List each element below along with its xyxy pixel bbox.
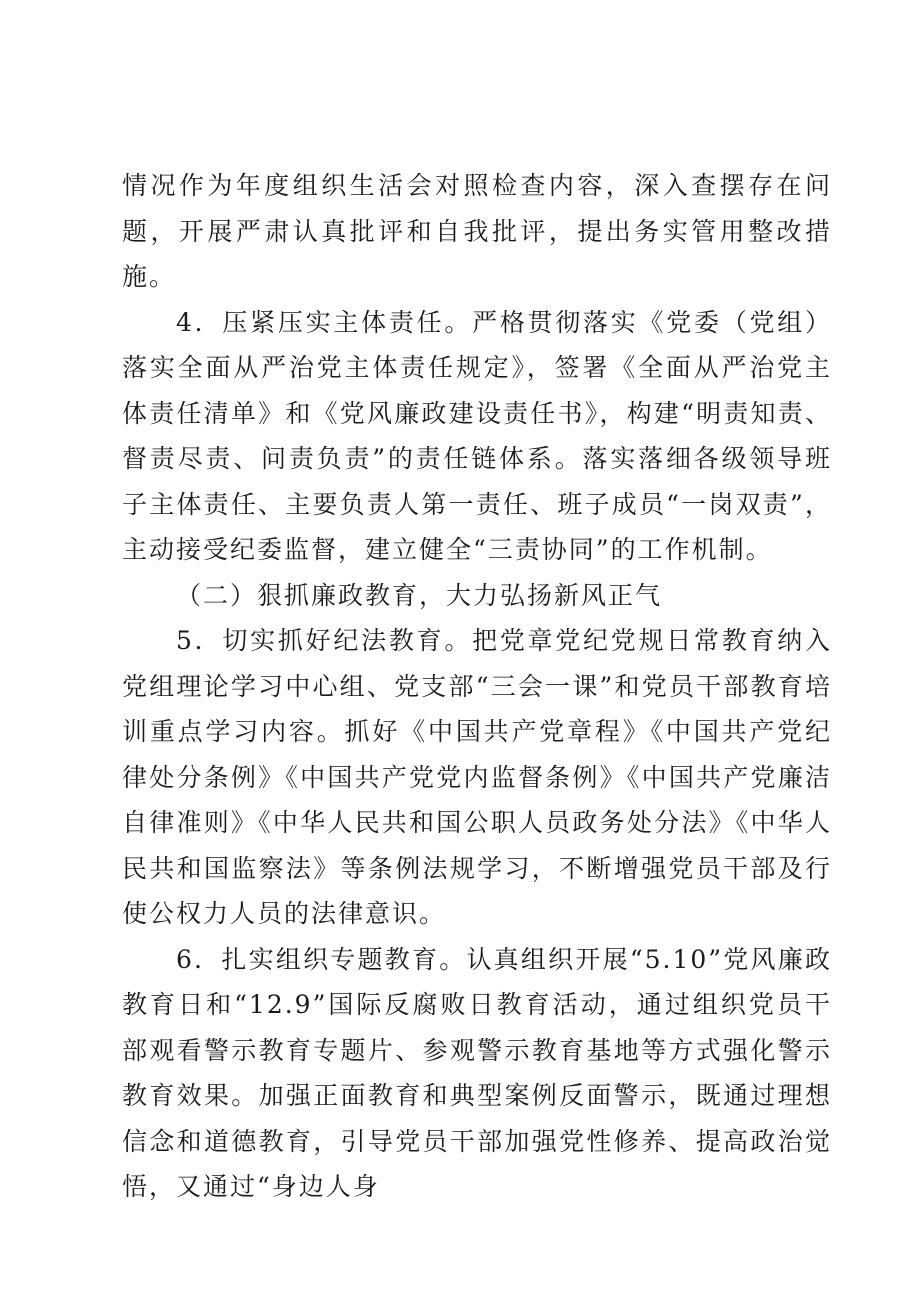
document-body xyxy=(122,163,832,1210)
paragraph-continuation: 情况作为年度组织生活会对照检查内容，深入查摆存在问题，开展严肃认真批评和自我批评，提出务实管用整改措施。 xyxy=(122,171,832,291)
section-heading-2: （二）狠抓廉政教育，大力弘扬新风正气 xyxy=(176,580,663,610)
paragraph-item-5: 5．切实抓好纪法教育。把党章党纪党规日常教育纳入党组理论学习中心组、党支部“三会一课”和党员干部教育培训重点学习内容。抓好《中国共产党章程》《中国共产党纪律处分条例》《中国共产党党内监督条例》《中国共产党廉洁自律准则》《中华人民共和国公职人员政务处分法》《中华人民共和国监察法》等条例法规学习，不断增强党员干部及行使公权力人员的法律意识。 xyxy=(122,626,832,928)
paragraph-item-4: 4．压紧压实主体责任。严格贯彻落实《党委（党组）落实全面从严治党主体责任规定》，签署《全面从严治党主体责任清单》和《党风廉政建设责任书》，构建“明责知责、督责尽责、问责负责”的责任链体系。落实落细各级领导班子主体责任、主要负责人第一责任、班子成员“一岗双责”，主动接受纪委监督，建立健全“三责协同”的工作机制。 xyxy=(122,307,832,564)
paragraph-item-6: 6．扎实组织专题教育。认真组织开展“5.10”党风廉政教育日和“12.9”国际反腐败日教育活动，通过组织党员干部观看警示教育专题片、参观警示教育基地等方式强化警示教育效果。加强正面教育和典型案例反面警示，既通过理想信念和道德教育，引导党员干部加强党性修养、提高政治觉悟，又通过“身边人身 xyxy=(122,944,832,1201)
